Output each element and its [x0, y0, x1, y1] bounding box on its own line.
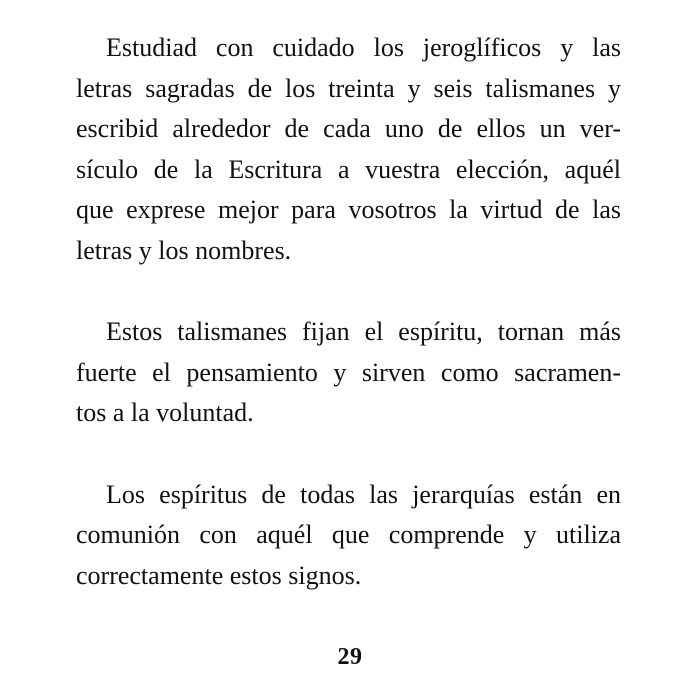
paragraph-spacer — [76, 271, 621, 312]
text-line: Estos talismanes fijan el espíritu, tornan más — [106, 317, 621, 346]
page-number: 29 — [337, 644, 363, 670]
body-text — [76, 28, 621, 596]
paragraph-talismanes-study — [76, 28, 621, 271]
text-line: fuerte el pensamiento y sirven como sacramen- — [76, 357, 621, 387]
paragraph-talismanes-effect — [76, 312, 621, 434]
text-line: letras y los nombres. — [76, 235, 292, 265]
text-line: correctamente estos signos. — [76, 560, 362, 590]
text-line: comunión con aquél que comprende y utiliza — [76, 520, 621, 549]
text-line: tos a la voluntad. — [76, 398, 254, 427]
text-line: que exprese mejor para vosotros la virtud de las — [76, 195, 621, 224]
paragraph-espiritus — [76, 475, 621, 597]
text-line: escribid alrededor de cada uno de ellos un ver- — [76, 114, 621, 143]
paragraph-spacer — [76, 434, 621, 475]
text-line: sículo de la Escritura a vuestra elección, aquél — [76, 154, 621, 184]
text-line: letras sagradas de los treinta y seis talismanes y — [76, 73, 621, 103]
text-line: Los espíritus de todas las jerarquías están en — [106, 479, 621, 509]
text-line: Estudiad con cuidado los jeroglíficos y las — [106, 33, 621, 62]
